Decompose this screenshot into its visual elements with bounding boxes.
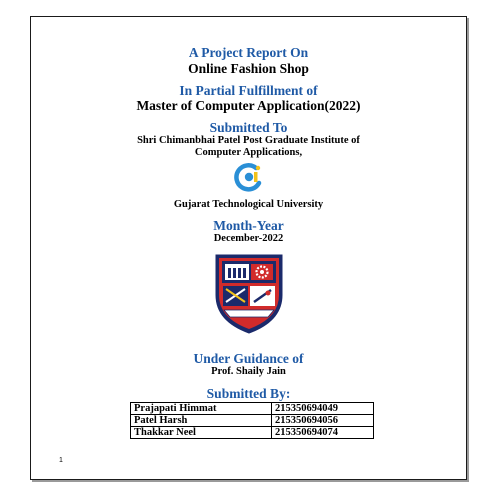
institute-logo — [31, 161, 466, 193]
guide-name: Prof. Shaily Jain — [211, 366, 286, 377]
month-year-value: December-2022 — [213, 233, 284, 244]
table-row — [131, 403, 374, 415]
report-title: A Project Report On — [188, 45, 309, 60]
project-name: Online Fashion Shop — [188, 61, 309, 76]
table-row — [131, 427, 374, 439]
member-name: Prajapati Himmat — [131, 403, 272, 415]
submitted-to-heading: Submitted To — [209, 120, 288, 135]
member-id: 215350694056 — [272, 415, 374, 427]
member-name: Thakkar Neel — [131, 427, 272, 439]
university-crest-icon — [210, 249, 288, 335]
guidance-heading: Under Guidance of — [193, 351, 304, 366]
degree-name: Master of Computer Application(2022) — [136, 98, 361, 113]
university-name: Gujarat Technological University — [173, 199, 324, 210]
member-name: Patel Harsh — [131, 415, 272, 427]
table-row — [131, 415, 374, 427]
document-page — [30, 16, 467, 480]
fulfillment-heading: In Partial Fulfillment of — [179, 83, 318, 98]
institute-line-2: Computer Applications, — [194, 147, 303, 158]
member-id: 215350694074 — [272, 427, 374, 439]
institute-line-1: Shri Chimanbhai Patel Post Graduate Institute of — [137, 135, 360, 146]
member-id: 215350694049 — [272, 403, 374, 415]
month-year-heading: Month-Year — [213, 218, 284, 233]
university-crest — [31, 249, 466, 335]
institute-logo-icon — [232, 161, 266, 193]
members-table — [130, 402, 374, 439]
submitted-by-heading: Submitted By: — [206, 386, 291, 401]
page-number: 1 — [59, 457, 63, 464]
